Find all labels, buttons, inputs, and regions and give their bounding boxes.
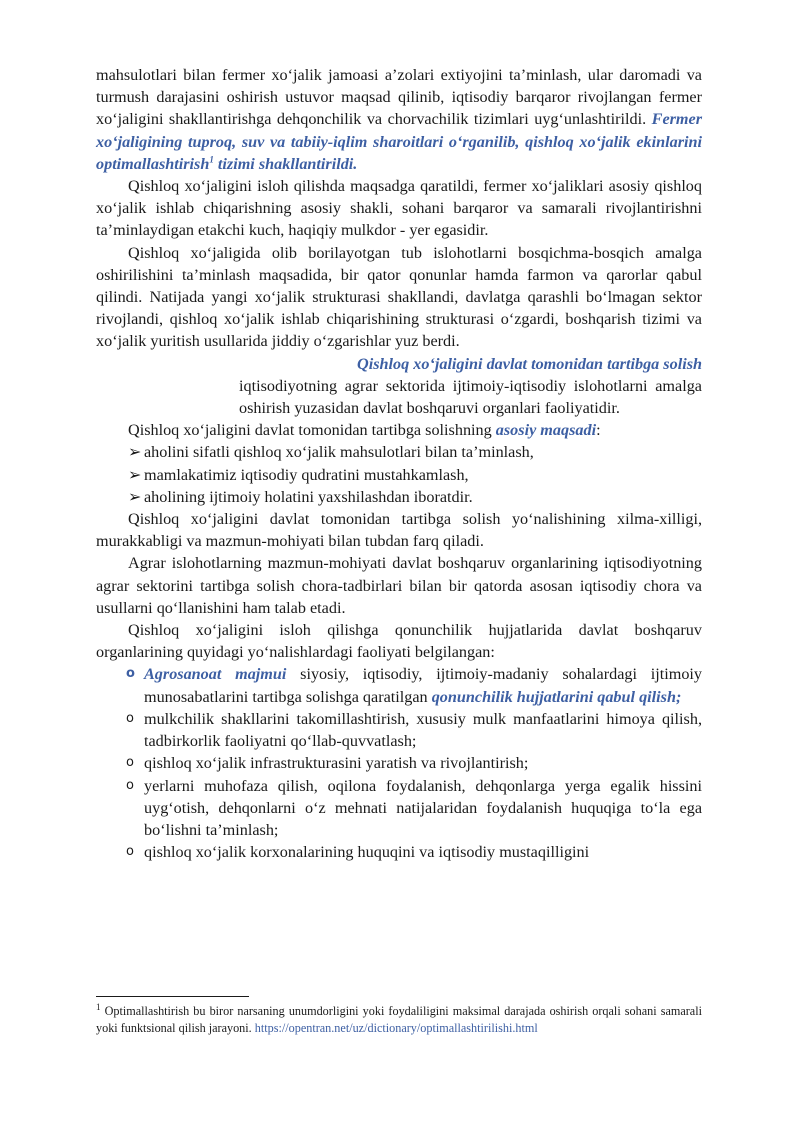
intro-emphasis: Fermer xo‘jaligining tuproq, suv va tabiiy-iqlim sharoitlari o‘rganilib, qishloq xo‘jalik ekinlarini optimallashtirish$^1$ tizimi shakllantirildi. [96,110,702,173]
main-aim-emphasis: asosiy maqsadi [495,421,597,440]
paragraph-reform-goal: Qishloq xo‘jaligini isloh qilishda maqsadga qaratildi, fermer xo‘jaliklari asosiy qishloq xo‘jalik ishlab chiqarishning asosiy shakli, sohani barqaror va samarali rivojlantirishni ta’minlaydigan etakchi kuch, haqiqiy mulkdor - yer egasidir. [96,177,702,240]
footnote-reference[interactable]: 1 [209,154,214,165]
hollow-circle-bullet-icon: o [126,755,134,771]
hollow-circle-bullet-icon: o [126,666,135,682]
list-item: o mulkchilik shakllarini takomillashtirish, xususiy mulk manfaatlarini himoya qilish, tadbirkorlik faoliyatni qo‘llab-quvvatlash; [126,709,702,751]
definition-body: iqtisodiyotning agrar sektorida ijtimoiy-iqtisodiy islohotlarni amalga oshirish yuzasidan davlat boshqaruvi organlari faoliyatidir. [239,376,702,418]
list-item: o qishloq xo‘jalik infrastrukturasini yaratish va rivojlantirish; [126,752,702,774]
list-item: o Agrosanoat majmui siyosiy, iqtisodiy, ijtimoiy-madaniy sohalardagi ijtimoiy munosabatlarini tartibga solishga qaratilgan qonunchilik hujjatlarini qabul qilish; [126,665,702,706]
definition-block [239,353,702,420]
paragraph-legislation: Qishloq xo‘jaligini isloh qilishga qonunchilik hujjatlarida davlat boshqaruv organlarining quyidagi yo‘nalishlardagi faoliyati belgilangan: [96,621,702,662]
aim-list [96,441,702,508]
arrowhead-bullet-icon: ➢ [128,443,142,462]
directions-list [96,663,702,863]
footnote-separator [96,996,249,997]
hollow-circle-bullet-icon: o [126,777,134,793]
footnote-mark: 1 [96,1001,101,1012]
intro-text: mahsulotlari bilan fermer xo‘jalik jamoasi a’zolari extiyojini ta’minlash, ular daromadi va turmush darajasini oshirish ustuvor maqsad qilinib, iqtisodiy barqaror rivojlangan fermer xo‘jaligini shakllantirishga dehqonchilik va chorvachilik tizimlari uyg‘unlashtirildi. [96,66,702,129]
list-item: o yerlarni muhofaza qilish, oqilona foydalanish, dehqonlarga yerga egalik hissini uyg‘otish, dehqonlarni o‘z mehnati natijalaridan foydalanish huquqiga to‘la ega bo‘lishni ta’minlash; [126,776,702,839]
list-item: ➢ mamlakatimiz iqtisodiy qudratini mustahkamlash, [128,464,702,486]
list-item: ➢ aholining ijtimoiy holatini yaxshilashdan iboratdir. [128,486,702,508]
document-body [96,64,702,863]
paragraph-diversity: Qishloq xo‘jaligini davlat tomonidan tartibga solish yo‘nalishining xilma-xilligi, murakkabligi va mazmun-mohiyati bilan tubdan farq qiladi. [96,510,702,551]
paragraph-agrarian: Agrar islohotlarning mazmun-mohiyati davlat boshqaruv organlarining iqtisodiyotning agrar sektorini tartibga solish chora-tadbirlari bilan bir qatorda asosan iqtisodiy chora va usullarni qo‘llanishini ham talab etadi. [96,554,702,617]
list-item: o qishloq xo‘jalik korxonalarining huquqini va iqtisodiy mustaqilligini [126,841,702,863]
list-item: ➢ aholini sifatli qishloq xo‘jalik mahsulotlari bilan ta’minlash, [128,441,702,463]
arrowhead-bullet-icon: ➢ [128,487,142,506]
paragraph-reforms: Qishloq xo‘jaligida olib borilayotgan tub islohotlarni bosqichma-bosqich amalga oshirilishini ta’minlash maqsadida, bir qator qonunlar hamda farmon va qarorlar qabul qilindi. Natijada yangi xo‘jalik strukturasi shakllandi, davlatga qarashli bo‘lmagan sektor rivojlandi, qishloq xo‘jalik ishlab chiqarishining strukturasi o‘zgardi, boshqarish tizimi va xo‘jalik yuritish usullarida jiddiy o‘zgarishlar yuz berdi. [96,243,702,351]
hollow-circle-bullet-icon: o [126,710,134,726]
hollow-circle-bullet-icon: o [126,844,134,860]
paragraph-main-aim: Qishloq xo‘jaligini davlat tomonidan tartibga solishning asosiy maqsadi: [128,421,601,440]
definition-term: Qishloq xo‘jaligini davlat tomonidan tartibga solish [357,354,702,373]
footnote-link[interactable]: https://opentran.net/uz/dictionary/optimallashtirilishi.html [254,1021,538,1035]
arrowhead-bullet-icon: ➢ [128,465,142,484]
paragraph-intro [96,64,702,175]
footnote: $^1$ Optimallashtirish bu biror narsaning unumdorligini yoki foydaliligini maksimal darajada oshirish orqali sohani samarali yoki funktsional qilish jarayoni. https://opentran.net/uz/dictionary/optimallashtirilishi.html [96,1001,702,1035]
